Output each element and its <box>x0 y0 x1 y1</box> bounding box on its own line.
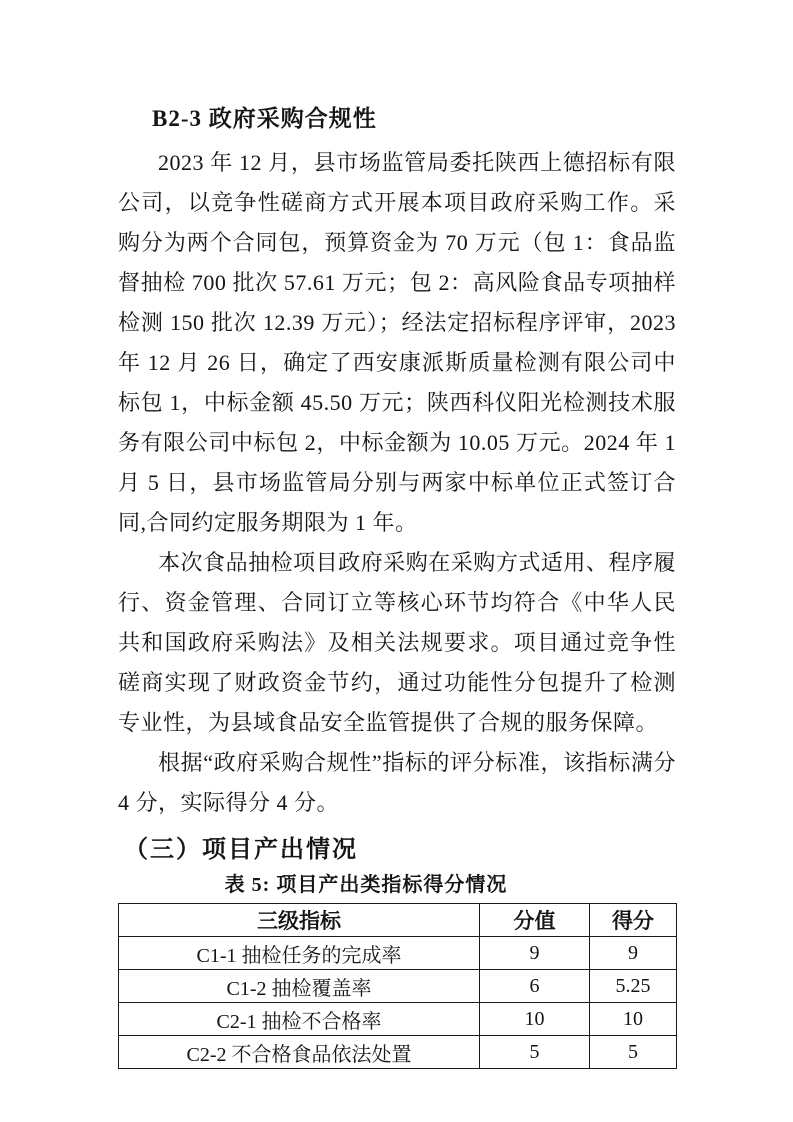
cell-indicator: C2-1 抽检不合格率 <box>119 1003 480 1036</box>
paragraph-compliance-assessment: 本次食品抽检项目政府采购在采购方式适用、程序履行、资金管理、合同订立等核心环节均符合《中华人民共和国政府采购法》及相关法规要求。项目通过竞争性磋商实现了财政资金节约，通过功能性分包提升了检测专业性，为县域食品安全监管提供了合规的服务保障。 <box>118 550 676 735</box>
paragraph-procurement-process: 2023 年 12 月，县市场监管局委托陕西上德招标有限公司，以竞争性磋商方式开展本项目政府采购工作。采购分为两个合同包，预算资金为 70 万元（包 1：食品监督抽检 700 批次 57.61 万元；包 2：高风险食品专项抽样检测 150 批次 12.39 万元）；经法定招标程序评审，2023 年 12 月 26 日，确定了西安康派斯质量检测有限公司中标包 1，中标金额 45.50 万元；陕西科仪阳光检测技术服务有限公司中标包 2，中标金额为 10.05 万元。2024 年 1 月 5 日，县市场监管局分别与两家中标单位正式签订合同,合同约定服务期限为 1 年。 <box>118 150 676 535</box>
paragraph-score-result: 根据“政府采购合规性”指标的评分标准，该指标满分 4 分，实际得分 4 分。 <box>118 750 676 815</box>
table-row <box>119 970 677 1003</box>
table-row <box>119 1036 677 1069</box>
cell-score: 10 <box>590 1003 677 1036</box>
heading-b2-3-procurement-compliance: B2-3 政府采购合规性 <box>152 106 377 131</box>
cell-score: 9 <box>590 937 677 970</box>
table-row <box>119 937 677 970</box>
output-indicator-score-table <box>118 903 677 1069</box>
cell-indicator: C1-2 抽检覆盖率 <box>119 970 480 1003</box>
cell-max-score: 6 <box>480 970 590 1003</box>
table-5-caption: 表 5: 项目产出类指标得分情况 <box>224 874 508 896</box>
cell-score: 5 <box>590 1036 677 1069</box>
heading-section-3-project-output: （三）项目产出情况 <box>124 837 358 863</box>
cell-indicator: C2-2 不合格食品依法处置 <box>119 1036 480 1069</box>
cell-max-score: 9 <box>480 937 590 970</box>
page-content <box>118 0 676 1069</box>
header-cell-indicator: 三级指标 <box>119 904 480 937</box>
cell-max-score: 10 <box>480 1003 590 1036</box>
cell-max-score: 5 <box>480 1036 590 1069</box>
cell-score: 5.25 <box>590 970 677 1003</box>
header-cell-score: 得分 <box>590 904 677 937</box>
cell-indicator: C1-1 抽检任务的完成率 <box>119 937 480 970</box>
table-header-row <box>119 904 677 937</box>
header-cell-max-score: 分值 <box>480 904 590 937</box>
table-row <box>119 1003 677 1036</box>
